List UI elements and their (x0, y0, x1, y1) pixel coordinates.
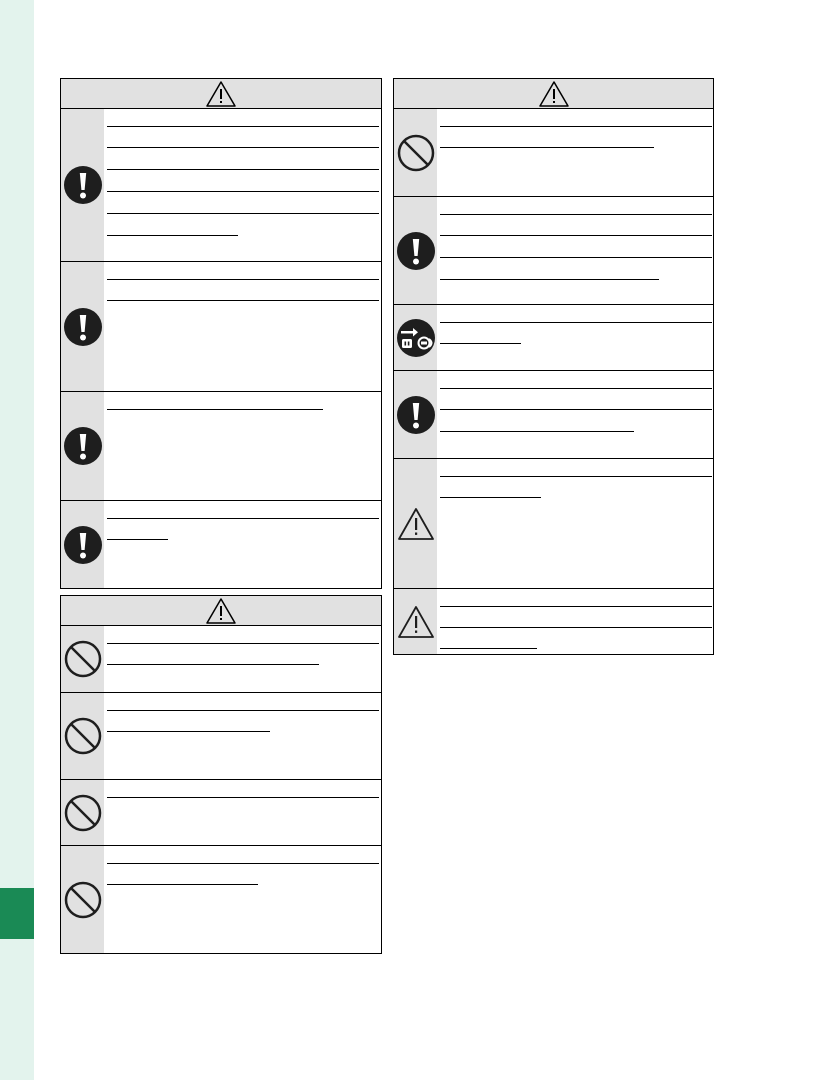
mandatory-exclamation-icon (63, 525, 103, 565)
right-item-1-text (437, 109, 713, 196)
prohibited-icon (396, 133, 436, 173)
caution-item-1-text (104, 626, 381, 692)
section-tab (0, 888, 34, 939)
right-item-5 (394, 459, 713, 589)
warning-item-3-text (104, 392, 381, 500)
right-item-2 (394, 197, 713, 305)
caution-item-4-text (104, 846, 381, 953)
right-item-3 (394, 305, 713, 371)
prohibited-icon (63, 716, 103, 756)
warning-triangle-icon (205, 597, 237, 625)
warning-triangle-icon (205, 80, 237, 108)
caution-item-1 (61, 626, 381, 693)
right-panel-header (394, 79, 713, 109)
caution-item-3 (61, 780, 381, 846)
mandatory-exclamation-icon (396, 231, 436, 271)
unplug-icon (396, 318, 436, 358)
mandatory-exclamation-icon (63, 165, 103, 205)
right-panel (393, 78, 714, 655)
prohibited-icon (63, 793, 103, 833)
caution-item-2 (61, 693, 381, 780)
warning-triangle-icon (538, 80, 570, 108)
mandatory-exclamation-icon (396, 395, 436, 435)
prohibited-icon (63, 639, 103, 679)
left-caution-header (61, 596, 381, 626)
caution-item-3-text (104, 780, 381, 845)
right-item-4 (394, 371, 713, 459)
warning-item-4 (61, 501, 381, 588)
warning-item-1-text (104, 109, 381, 261)
mandatory-exclamation-icon (63, 426, 103, 466)
right-item-5-text (437, 459, 713, 588)
left-warning-panel (60, 78, 382, 589)
left-caution-panel (60, 595, 382, 954)
warning-item-4-text (104, 501, 381, 588)
warning-item-3 (61, 392, 381, 501)
warning-item-1 (61, 109, 381, 262)
right-item-1 (394, 109, 713, 197)
warning-item-2-text (104, 262, 381, 391)
left-warning-header (61, 79, 381, 109)
right-item-2-text (437, 197, 713, 304)
caution-item-2-text (104, 693, 381, 779)
caution-triangle-icon (397, 605, 435, 639)
right-item-3-text (437, 305, 713, 370)
caution-triangle-icon (397, 507, 435, 541)
warning-item-2 (61, 262, 381, 392)
prohibited-icon (63, 880, 103, 920)
right-item-6 (394, 589, 713, 654)
mandatory-exclamation-icon (63, 307, 103, 347)
right-item-4-text (437, 371, 713, 458)
caution-item-4 (61, 846, 381, 953)
right-item-6-text (437, 589, 713, 654)
